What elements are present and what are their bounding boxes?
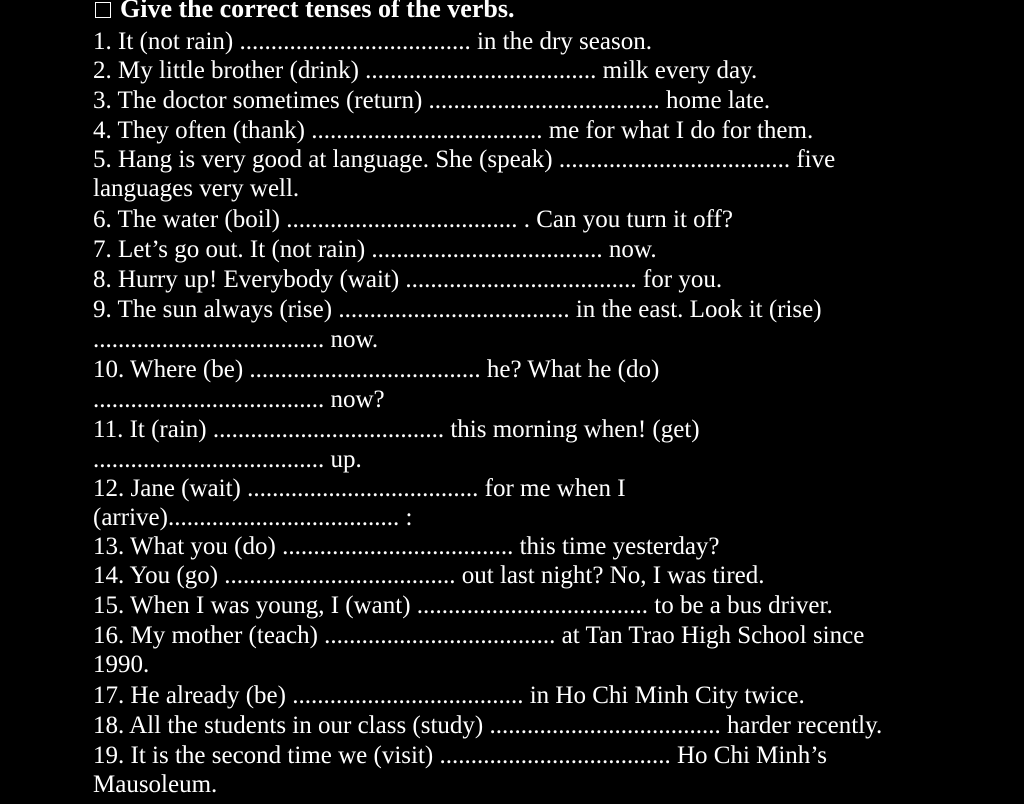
exercise-line: 14. You (go) ..................................... out last night? No, I was tired. — [93, 562, 765, 589]
exercise-line: 18. All the students in our class (study) ..................................... harder recently. — [93, 712, 883, 739]
exercise-line: Mausoleum. — [93, 771, 218, 798]
exercise-line: 1990. — [93, 651, 150, 678]
exercise-line: ..................................... up. — [93, 446, 362, 473]
exercise-line: (arrive)..................................... : — [93, 504, 413, 531]
exercise-line: 6. The water (boil) ..................................... . Can you turn it off? — [93, 206, 733, 233]
exercise-line: 15. When I was young, I (want) ..................................... to be a bus driver. — [93, 592, 833, 619]
exercise-line: 10. Where (be) ..................................... he? What he (do) — [93, 356, 660, 383]
exercise-line: 16. My mother (teach) ..................................... at Tan Trao High School since — [93, 622, 865, 649]
exercise-line: 11. It (rain) ..................................... this morning when! (get) — [93, 416, 700, 443]
exercise-title: Give the correct tenses of the verbs. — [120, 0, 515, 23]
exercise-line: 2. My little brother (drink) ..................................... milk every day. — [93, 57, 758, 84]
exercise-line: 7. Let’s go out. It (not rain) ..................................... now. — [93, 236, 657, 263]
checkbox-icon — [95, 2, 111, 18]
exercise-line: languages very well. — [93, 175, 300, 202]
exercise-line: ..................................... now? — [93, 386, 385, 413]
exercise-line: 12. Jane (wait) ..................................... for me when I — [93, 475, 626, 502]
exercise-line: 9. The sun always (rise) ..................................... in the east. Look it (rise) — [93, 296, 822, 323]
exercise-line: 1. It (not rain) ..................................... in the dry season. — [93, 28, 652, 55]
exercise-line: 3. The doctor sometimes (return) ..................................... home late. — [93, 87, 771, 114]
exercise-line: 4. They often (thank) ..................................... me for what I do for them. — [93, 117, 814, 144]
exercise-line: 17. He already (be) ..................................... in Ho Chi Minh City twice. — [93, 682, 805, 709]
exercise-line: 8. Hurry up! Everybody (wait) ..................................... for you. — [93, 266, 723, 293]
exercise-line: ..................................... now. — [93, 326, 379, 353]
exercise-line: 19. It is the second time we (visit) ..................................... Ho Chi Minh’s — [93, 742, 827, 769]
exercise-heading — [95, 0, 514, 24]
exercise-line: 13. What you (do) ..................................... this time yesterday? — [93, 533, 720, 560]
cropped-next-line — [93, 799, 1013, 804]
exercise-line: 5. Hang is very good at language. She (speak) ..................................... five — [93, 146, 836, 173]
